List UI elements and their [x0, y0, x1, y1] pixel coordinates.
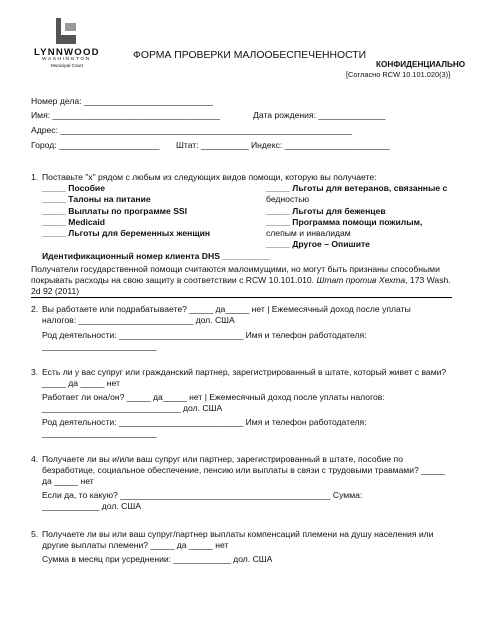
- checkbox-item-cont: бедностью: [266, 194, 310, 205]
- dhs-client-id-field[interactable]: Идентификационный номер клиента DHS __________: [42, 251, 271, 261]
- q3-income-line[interactable]: _____________________________ дол. США: [42, 403, 223, 413]
- note-line-3: 2d 92 (2011): [31, 286, 80, 296]
- city-field[interactable]: Город: _____________________: [31, 140, 160, 150]
- checkbox-item[interactable]: _____ Другое – Опишите: [266, 239, 370, 250]
- case-name: Штат против Хехта: [316, 275, 406, 285]
- q2-number: 2.: [31, 304, 39, 314]
- checkbox-item[interactable]: _____ Льготы для беженцев: [266, 205, 386, 216]
- q5-line-1: Получаете ли вы или ваш супруг/партнер выплаты компенсаций племени на душу населения или: [42, 529, 434, 539]
- q4-amount-line[interactable]: ____________ дол. США: [42, 501, 141, 511]
- q3-spouse-work-line[interactable]: Работает ли она/он? _____ да_____ нет | Ежемесячный доход после уплаты налогов:: [42, 392, 385, 402]
- confidential-label: КОНФИДЕНЦИАЛЬНО: [376, 60, 466, 69]
- zip-field[interactable]: Индекс: ______________________: [251, 140, 390, 150]
- q2-income-line[interactable]: налогов: ________________________ дол. США: [42, 315, 235, 325]
- logo-name: LYNNWOOD: [34, 47, 100, 58]
- q1-assistance-right-list: [266, 183, 447, 251]
- logo-subtitle: Municipal Court: [51, 63, 83, 68]
- q4-line-1: Получаете ли вы и/или ваш супруг или партнер, зарегистрированный в штате, пособие по: [42, 454, 403, 464]
- q3-number: 3.: [31, 367, 39, 377]
- q5-line-2[interactable]: другие выплаты племени? _____ да _____ нет: [42, 540, 229, 550]
- q4-line-3[interactable]: да _____ нет: [42, 476, 94, 486]
- q3-occupation-line[interactable]: Род деятельности: __________________________ Имя и телефон работодателя:: [42, 417, 367, 427]
- checkbox-item[interactable]: _____ Талоны на питание: [42, 194, 151, 205]
- logo-state: WASHINGTON: [42, 57, 91, 62]
- checkbox-item[interactable]: _____ Программа помощи пожилым,: [266, 216, 423, 227]
- checkbox-item[interactable]: _____ Льготы для ветеранов, связанные с: [266, 183, 448, 193]
- checkbox-item[interactable]: _____ Medicaid: [42, 216, 106, 227]
- checkbox-item[interactable]: _____ Выплаты по программе SSI: [42, 205, 188, 216]
- court-logo-mark: [56, 18, 76, 44]
- q1-text: Поставьте "x" рядом с любым из следующих видов помощи, которую вы получаете:: [42, 172, 377, 182]
- q2-employment-line[interactable]: Вы работаете или подрабатываете? _____ да_____ нет | Ежемесячный доход после уплаты: [42, 304, 411, 314]
- checkbox-item[interactable]: _____ Пособие: [42, 183, 105, 193]
- address-field[interactable]: Адрес: _____________________________________________________________: [31, 125, 352, 135]
- state-field[interactable]: Штат: __________: [176, 140, 249, 150]
- q4-line-2[interactable]: безработице, социальное обеспечение, пенсию или выплаты в связи с трудовыми травмами? _____: [42, 465, 446, 475]
- statute-citation: [Согласно RCW 10.101.020(3)]: [346, 70, 451, 79]
- note-line-2: покрывать расходы на свою защиту в соответствии с RCW 10.101.010. Штат против Хехта, 173 Wash.: [31, 275, 451, 285]
- q2-occupation-line[interactable]: Род деятельности: __________________________ Имя и телефон работодателя:: [42, 330, 367, 340]
- name-field[interactable]: Имя: ___________________________________: [31, 110, 220, 120]
- q1-number: 1.: [31, 172, 39, 182]
- note-line-1: Получатели государственной помощи считаются малоимущими, но могут быть признаны способными: [31, 264, 440, 274]
- q2-employer-line[interactable]: ________________________: [42, 341, 157, 351]
- q5-amount-line[interactable]: Сумма в месяц при усреднении: ____________ дол. США: [42, 554, 273, 564]
- q3-spouse-answer[interactable]: _____ да _____ нет: [42, 378, 120, 388]
- q3-employer-line[interactable]: ________________________: [42, 428, 157, 438]
- q4-number: 4.: [31, 454, 39, 464]
- q3-spouse-question: Есть ли у вас супруг или гражданский партнер, зарегистрированный в штате, который живет с вами?: [42, 367, 447, 377]
- dob-field[interactable]: Дата рождения: ______________: [253, 110, 386, 120]
- q5-number: 5.: [31, 529, 39, 539]
- case-number-field[interactable]: Номер дела: ___________________________: [31, 96, 213, 106]
- q1-assistance-left-list: [42, 183, 210, 239]
- divider: [31, 297, 452, 298]
- q4-benefit-type-line[interactable]: Если да, то какую? ____________________________________________ Сумма:: [42, 490, 363, 500]
- form-title: ФОРМА ПРОВЕРКИ МАЛООБЕСПЕЧЕННОСТИ: [133, 50, 367, 61]
- checkbox-item[interactable]: _____ Льготы для беременных женщин: [42, 228, 211, 239]
- checkbox-item-cont: слепым и инвалидам: [266, 228, 351, 239]
